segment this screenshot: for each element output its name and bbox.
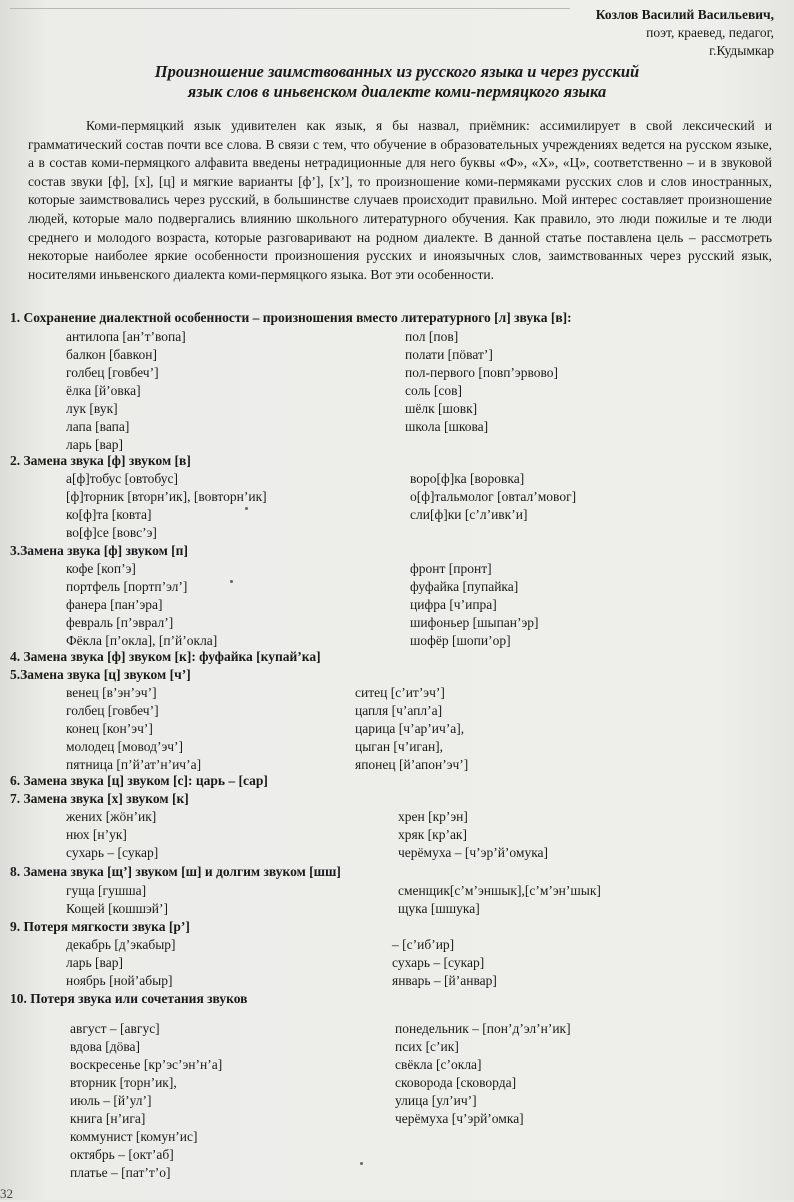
word-entry: хрен [кр’эн] — [398, 809, 468, 824]
word-entry: воскресенье [кр’эс’эн’н’а] — [70, 1057, 223, 1072]
word-entry: сухарь – [сукар] — [392, 955, 485, 970]
word-entry: цыган [ч’иган], — [355, 739, 444, 754]
word-entry: книга [н’ига] — [70, 1111, 146, 1126]
word-entry: ларь [вар] — [66, 955, 123, 970]
word-entry: голбец [говбеч’] — [66, 365, 159, 380]
word-entry: платье – [пат’т’о] — [70, 1165, 171, 1180]
word-entry: а[ф]тобус [овтобус] — [66, 471, 179, 486]
word-entry: январь – [й’анвар] — [392, 973, 497, 988]
word-entry: Кощей [кошшэй’] — [66, 901, 168, 916]
section-heading: 3.Замена звука [ф] звуком [п] — [10, 543, 188, 558]
word-entry: вторник [торн’ик], — [70, 1075, 177, 1090]
word-entry: воро[ф]ка [воровка] — [410, 471, 525, 486]
word-entry: гуща [гушша] — [66, 883, 147, 898]
scan-speck — [360, 1162, 363, 1165]
word-entry: жених [жöн’ик] — [66, 809, 157, 824]
intro-paragraph: Коми-пермяцкий язык удивителен как язык, я бы назвал, приёмник: ассимилирует в свой лексический и грамматический состав почти все слова. В связи с тем, что обучение в образовательных учреждениях ведется на русском языке, а в состав коми-пермяцкого алфавита введены нетрадиционные для него буквы «Ф», «Х», «Ц», соответственно – и в звуковой состав звуки [ф], [х], [ц] и мягкие варианты [ф’], [х’], то произношение коми-пермяками русских слов и слов иностранных, которые заимствовались через русский, в большинстве случаев происходит правильно. Мой интерес составляет произношение людей, которые мало подвергались влиянию школьного литературного обучения. Как правило, это люди пожилые и те люди среднего и молодого возраста, которые разговаривают на родном диалекте. В данной статье поставлена цель – рассмотреть некоторые наиболее яркие особенности произношения русских и иноязычных слов, заимствованных через русский язык, носителями иньвенского диалекта коми-пермяцкого языка. Вот эти особенности. — [28, 118, 772, 282]
word-entry: черёмуха – [ч’эр’й’омука] — [398, 845, 549, 860]
previous-page-bleed — [10, 0, 570, 9]
word-entry: декабрь [д’экабыр] — [66, 937, 176, 952]
word-entry: нюх [н’ук] — [66, 827, 127, 842]
word-entry: ёлка [й’овка] — [66, 383, 141, 398]
section-heading: 4. Замена звука [ф] звуком [к]: фуфайка [купай’ка] — [10, 649, 321, 664]
word-entry: февраль [п’эврал’] — [66, 615, 174, 630]
word-entry: черёмуха [ч’эрй’омка] — [395, 1111, 524, 1126]
word-entry: коммунист [комун’ис] — [70, 1129, 198, 1144]
word-entry: конец [кон’эч’] — [66, 721, 153, 736]
word-entry: шофёр [шопи’ор] — [410, 633, 511, 648]
word-entry: сухарь – [сукар] — [66, 845, 159, 860]
word-entry: японец [й’апон’эч’] — [355, 757, 469, 772]
author-role: поэт, краевед, педагог, — [646, 25, 774, 40]
section-heading: 8. Замена звука [щ’] звуком [ш] и долгим звуком [шш] — [10, 864, 341, 879]
scan-speck — [230, 580, 233, 583]
author-name: Козлов Василий Васильевич, — [595, 7, 774, 22]
word-entry: портфель [портп’эл’] — [66, 579, 188, 594]
title-line-1: Произношение заимствованных из русского языка и через русский — [154, 62, 640, 81]
word-entry: свёкла [с’окла] — [395, 1057, 482, 1072]
word-entry: молодец [мовод’эч’] — [66, 739, 184, 754]
title-line-2: язык слов в иньвенском диалекте коми-пермяцкого языка — [187, 82, 607, 101]
word-entry: царица [ч’ар’ич’а], — [355, 721, 465, 736]
word-entry: сли[ф]ки [с’л’ивк’и] — [410, 507, 528, 522]
word-entry: вдова [дöва] — [70, 1039, 141, 1054]
page-number: 32 — [0, 1186, 13, 1201]
word-entry: ко[ф]та [ковта] — [66, 507, 152, 522]
section-heading: 1. Сохранение диалектной особенности – произношения вместо литературного [л] звука [в]: — [10, 310, 572, 325]
word-entry: улица [ул’ич’] — [395, 1093, 477, 1108]
scan-speck — [245, 507, 248, 510]
section-heading: 7. Замена звука [х] звуком [к] — [10, 791, 189, 806]
section-heading: 2. Замена звука [ф] звуком [в] — [10, 453, 191, 468]
word-entry: фуфайка [пупайка] — [410, 579, 519, 594]
section-heading: 5.Замена звука [ц] звуком [ч’] — [10, 667, 191, 682]
word-entry: сменщик[с’м’эншык],[с’м’эн’шык] — [398, 883, 601, 898]
word-entry: во[ф]се [вовс’э] — [66, 525, 157, 540]
word-entry: пол-первого [повп’эрвово] — [405, 365, 559, 380]
word-entry: Фёкла [п’окла], [п’й’окла] — [66, 633, 218, 648]
word-entry: июль – [й’ул’] — [70, 1093, 152, 1108]
word-entry: октябрь – [окт’аб] — [70, 1147, 174, 1162]
section-heading: 10. Потеря звука или сочетания звуков — [10, 991, 248, 1006]
word-entry: фанера [пан’эра] — [66, 597, 163, 612]
word-entry: соль [сов] — [405, 383, 462, 398]
word-entry: шифоньер [шыпан’эр] — [410, 615, 539, 630]
word-entry: полати [пöват’] — [405, 347, 493, 362]
word-entry: щука [шшука] — [398, 901, 480, 916]
word-entry: хряк [кр’ак] — [398, 827, 467, 842]
word-entry: балкон [бавкон] — [66, 347, 158, 362]
word-entry: о[ф]тальмолог [овтал’мовог] — [410, 489, 577, 504]
word-entry: [ф]торник [вторн’ик], [вовторн’ик] — [66, 489, 267, 504]
word-entry: псих [с’ик] — [395, 1039, 459, 1054]
section-heading: 6. Замена звука [ц] звуком [с]: царь – [сар] — [10, 773, 268, 788]
section-heading: 9. Потеря мягкости звука [р’] — [10, 919, 190, 934]
article-title — [60, 62, 734, 102]
word-entry: лапа [вапа] — [66, 419, 130, 434]
word-entry: ситец [с’ит’эч’] — [355, 685, 445, 700]
word-entry: шёлк [шовк] — [405, 401, 478, 416]
word-entry: кофе [коп’э] — [66, 561, 136, 576]
word-entry: ноябрь [ной’абыр] — [66, 973, 173, 988]
author-city: г.Кудымкар — [709, 43, 774, 58]
author-block — [596, 6, 774, 60]
word-entry: пятница [п’й’ат’н’ич’а] — [66, 757, 202, 772]
word-entry: голбец [говбеч’] — [66, 703, 159, 718]
word-entry: фронт [пронт] — [410, 561, 492, 576]
word-entry: лук [вук] — [66, 401, 118, 416]
word-entry: понедельник – [пон’д’эл’н’ик] — [395, 1021, 571, 1036]
word-entry: – [с’иб’ир] — [392, 937, 455, 952]
word-entry: цапля [ч’апл’а] — [355, 703, 443, 718]
word-entry: пол [пов] — [405, 329, 459, 344]
word-entry: венец [в’эн’эч’] — [66, 685, 157, 700]
word-entry: цифра [ч’ипра] — [410, 597, 497, 612]
word-entry: антилопа [ан’т’вопа] — [66, 329, 186, 344]
word-entry: ларь [вар] — [66, 437, 123, 452]
word-entry: сковорода [сковорда] — [395, 1075, 517, 1090]
word-entry: школа [шкова] — [405, 419, 489, 434]
word-entry: август – [авгус] — [70, 1021, 160, 1036]
